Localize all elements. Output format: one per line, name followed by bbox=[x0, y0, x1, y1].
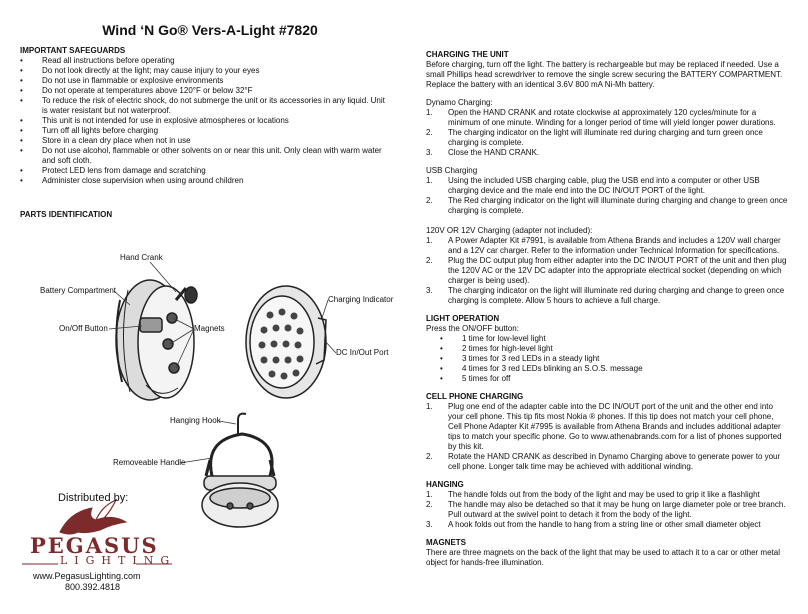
label-battery-compartment: Battery Compartment bbox=[40, 286, 117, 295]
list-item: 2. The Red charging indicator on the light will illuminate during charging and change to green once charging is complete. bbox=[426, 196, 788, 215]
logo-wordmark: PEGASUS bbox=[30, 533, 159, 558]
magnets-heading: MAGNETS bbox=[426, 538, 466, 547]
list-item: • This unit is not intended for use in explosive atmospheres or locations bbox=[20, 116, 390, 126]
light-side-view bbox=[116, 280, 197, 400]
list-item: 1. Using the included USB charging cable, plug the USB end into a computer or other USB charging device and the male end into the DC IN/OUT PORT of the light. bbox=[426, 176, 760, 195]
list-item: 1. A Power Adapter Kit #7991, is available from Athena Brands and includes a 120V wall charger and a 12V car charger. Refer to the information under Technical Information for specifications. bbox=[426, 236, 781, 255]
hanging-steps bbox=[426, 490, 788, 530]
label-removeable-handle: Removeable Handle bbox=[113, 458, 186, 467]
cell-heading: CELL PHONE CHARGING bbox=[426, 392, 524, 401]
list-item: • Administer close supervision when using around children bbox=[20, 176, 390, 186]
list-item: 1. Plug one end of the adapter cable into the DC IN/OUT port of the unit and the other end into your cell phone. This tip fits most Nokia ® phones. If this tip does not match your cell phone, Cell Phone Adapter Kit #7995 is available from Athena Brands and includes additional adapter tips to match your specific phone. Go to www.athenabrands.com for a list of phones supported by this kit. bbox=[426, 402, 782, 451]
list-item: • Protect LED lens from damage and scratching bbox=[20, 166, 390, 176]
charging-intro: Before charging, turn off the light. The battery is rechargeable but may be replaced if needed. Use a small Phillips head screwdriver to remove the single screw securing the BATTERY COMPARTMENT. Replace the battery with an identical 3.6V 800 mA Ni-Mh battery. bbox=[426, 60, 783, 89]
dynamo-heading: Dynamo Charging: bbox=[426, 98, 493, 107]
list-item: 2. Plug the DC output plug from either adapter into the DC IN/OUT PORT of the unit and then plug the 120V AC or the 12V DC adapter into the appropriate electrical socket (depending on which charger is being used). bbox=[426, 256, 787, 285]
list-item: • 1 time for low-level light bbox=[426, 334, 788, 344]
light-with-handle bbox=[202, 414, 278, 527]
label-dc-port: DC In/Out Port bbox=[336, 348, 389, 357]
list-item: • Do not look directly at the light; may cause injury to your eyes bbox=[20, 66, 390, 76]
operation-intro: Press the ON/OFF button: bbox=[426, 324, 519, 333]
list-item: 2. The charging indicator on the light will illuminate red during charging and turn green once charging is complete. bbox=[426, 128, 763, 147]
list-item: • Turn off all lights before charging bbox=[20, 126, 390, 136]
list-item: • 5 times for off bbox=[426, 374, 788, 384]
list-item: 2. The handle may also be detached so that it may be hung on large diameter pole or tree branch. Pull outward at the swivel point to detach it from the body of the light. bbox=[426, 500, 786, 519]
hanging-heading: HANGING bbox=[426, 480, 464, 489]
instructions-column bbox=[426, 50, 788, 568]
website-link[interactable]: www.PegasusLighting.com bbox=[33, 571, 141, 581]
charging-heading: CHARGING THE UNIT bbox=[426, 50, 509, 59]
list-item: • Store in a clean dry place when not in use bbox=[20, 136, 390, 146]
list-item: 3. The charging indicator on the light will illuminate red during charging and change to green once charging is complete. Allow 5 hours to achieve a full charge. bbox=[426, 286, 785, 305]
usb-heading: USB Charging bbox=[426, 166, 478, 175]
list-item: • Do not use in flammable or explosive environments bbox=[20, 76, 390, 86]
ac-steps bbox=[426, 236, 788, 306]
page-title: Wind ‘N Go® Vers-A-Light #7820 bbox=[102, 22, 318, 38]
label-on-off-button: On/Off Button bbox=[59, 324, 108, 333]
list-item: 3. A hook folds out from the handle to hang from a string line or other small diameter object bbox=[426, 520, 761, 529]
phone-number: 800.392.4818 bbox=[65, 582, 121, 592]
parts-heading: PARTS IDENTIFICATION bbox=[20, 210, 113, 219]
ac-heading: 120V OR 12V Charging (adapter not included): bbox=[426, 226, 593, 235]
cell-steps bbox=[426, 402, 788, 472]
list-item: • Do not operate at temperatures above 120°F or below 32°F bbox=[20, 86, 390, 96]
list-item: • 4 times for 3 red LEDs blinking an S.O.S. message bbox=[426, 364, 788, 374]
list-item: 2. Rotate the HAND CRANK as described in Dynamo Charging above to generate power to your cell phone. Longer talk time may be achieved with additional winding. bbox=[426, 452, 781, 471]
operation-list bbox=[426, 334, 788, 384]
list-item: 3. Close the HAND CRANK. bbox=[426, 148, 540, 157]
list-item: • Do not use alcohol, flammable or other solvents on or near this unit. Only clean with warm water and soft cloth. bbox=[20, 146, 390, 166]
light-front-view bbox=[246, 286, 326, 398]
dynamo-steps bbox=[426, 108, 788, 158]
logo-subtitle: LIGHTING bbox=[60, 554, 177, 567]
list-item: 1. Open the HAND CRANK and rotate clockwise at approximately 120 cycles/minute for a minimum of one minute. Winding for a longer period of time will yield longer power durations. bbox=[426, 108, 776, 127]
list-item: • Read all instructions before operating bbox=[20, 56, 390, 66]
list-item: • To reduce the risk of electric shock, do not submerge the unit or its accessories in any liquid. Unit is water resistant but not waterproof. bbox=[20, 96, 390, 116]
distributed-by: Distributed by: bbox=[58, 492, 129, 504]
list-item: 1. The handle folds out from the body of the light and may be used to grip it like a flashlight bbox=[426, 490, 760, 499]
list-item: • 3 times for 3 red LEDs in a steady light bbox=[426, 354, 788, 364]
label-magnets: Magnets bbox=[194, 324, 225, 333]
label-hanging-hook: Hanging Hook bbox=[170, 416, 221, 425]
safeguards-heading: IMPORTANT SAFEGUARDS bbox=[20, 46, 126, 55]
label-hand-crank: Hand Crank bbox=[120, 253, 163, 262]
magnets-text: There are three magnets on the back of the light that may be used to attach it to a car or other metal object for hands-free illumination. bbox=[426, 548, 780, 567]
label-charging-indicator: Charging Indicator bbox=[328, 295, 394, 304]
pegasus-logo-icon bbox=[60, 500, 126, 534]
list-item: • 2 times for high-level light bbox=[426, 344, 788, 354]
usb-steps bbox=[426, 176, 788, 216]
operation-heading: LIGHT OPERATION bbox=[426, 314, 500, 323]
